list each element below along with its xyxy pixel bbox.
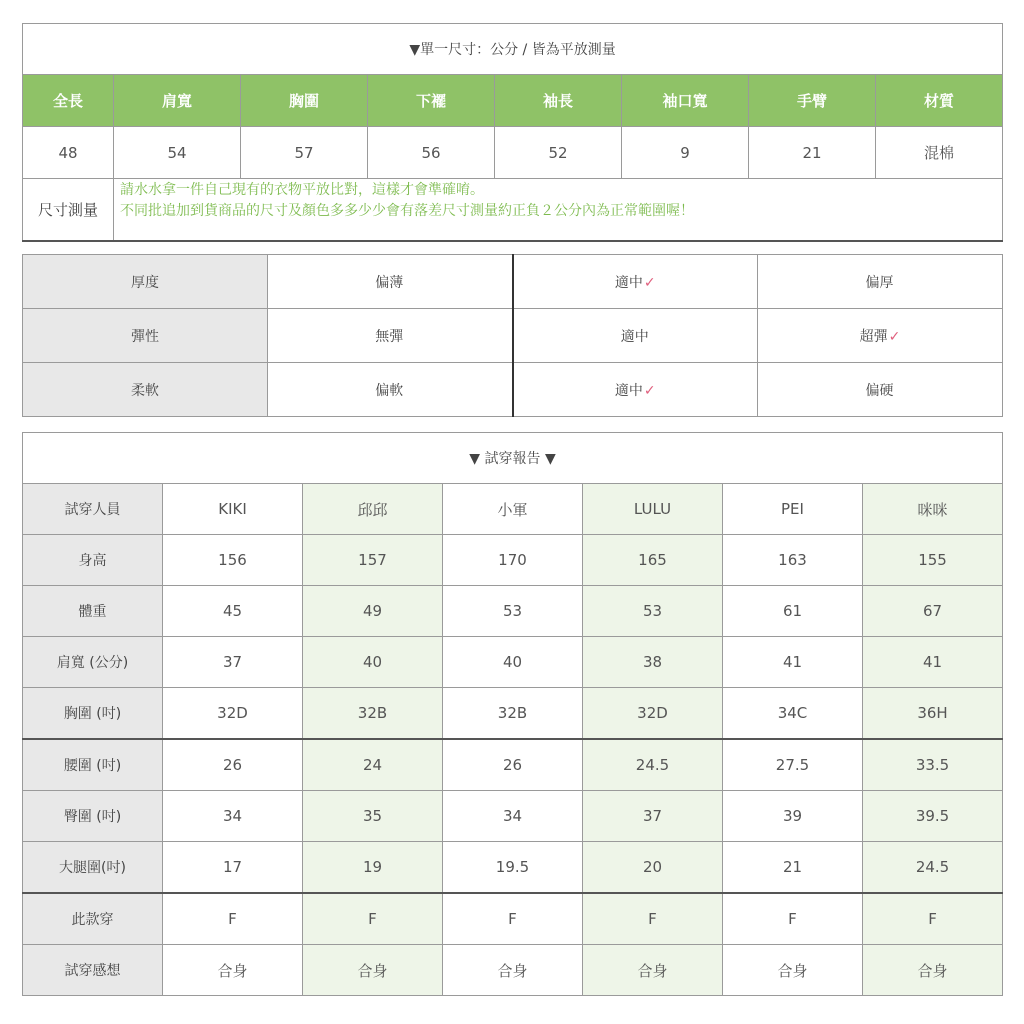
fitting-value-cell: F — [863, 893, 1003, 945]
fitting-value-cell: 157 — [303, 535, 443, 586]
feel-option: 偏軟 — [268, 363, 513, 417]
size-value-cell: 21 — [749, 127, 876, 179]
fitting-value-cell: 61 — [723, 586, 863, 637]
fitting-row — [23, 739, 1003, 791]
fitting-row-label: 試穿感想 — [23, 945, 163, 996]
fitting-value-cell: 165 — [583, 535, 723, 586]
fitting-row-label: 大腿圍(吋) — [23, 842, 163, 894]
fitting-value-cell: 45 — [163, 586, 303, 637]
measurement-note-line: 請水水拿一件自己現有的衣物平放比對，這樣才會準確唷。 — [120, 182, 484, 198]
fitting-value-cell: PEI — [723, 484, 863, 535]
fitting-value-cell: 合身 — [303, 945, 443, 996]
fitting-value-cell: 合身 — [723, 945, 863, 996]
fitting-row — [23, 484, 1003, 535]
fitting-value-cell: 37 — [163, 637, 303, 688]
check-icon: ✓ — [643, 382, 656, 399]
feel-option: 適中✓ — [513, 255, 758, 309]
fitting-row-label: 此款穿 — [23, 893, 163, 945]
fitting-value-cell: F — [303, 893, 443, 945]
fitting-value-cell: F — [443, 893, 583, 945]
size-chart-table — [22, 23, 1003, 242]
fitting-row-label: 臀圍 (吋) — [23, 791, 163, 842]
fitting-value-cell: LULU — [583, 484, 723, 535]
size-value-cell: 54 — [114, 127, 241, 179]
feel-option: 偏薄 — [268, 255, 513, 309]
fitting-value-cell: 35 — [303, 791, 443, 842]
fitting-value-cell: 20 — [583, 842, 723, 894]
size-header-cell: 肩寬 — [114, 75, 241, 127]
fitting-value-cell: 24.5 — [583, 739, 723, 791]
fitting-value-cell: 小軍 — [443, 484, 583, 535]
fitting-row-label: 試穿人員 — [23, 484, 163, 535]
size-header-cell: 下襬 — [368, 75, 495, 127]
fitting-value-cell: 170 — [443, 535, 583, 586]
size-header-cell: 全長 — [23, 75, 114, 127]
fitting-row-label: 腰圍 (吋) — [23, 739, 163, 791]
fitting-value-cell: 合身 — [583, 945, 723, 996]
fitting-value-cell: 24 — [303, 739, 443, 791]
size-header-cell: 袖口寬 — [622, 75, 749, 127]
feel-option: 超彈✓ — [758, 309, 1003, 363]
fitting-value-cell: 41 — [723, 637, 863, 688]
fitting-value-cell: 40 — [303, 637, 443, 688]
fitting-value-cell: 53 — [583, 586, 723, 637]
size-value-cell: 48 — [23, 127, 114, 179]
fitting-row — [23, 842, 1003, 894]
fitting-row — [23, 637, 1003, 688]
size-value-cell: 混棉 — [876, 127, 1003, 179]
measurement-note-label: 尺寸測量 — [23, 179, 114, 242]
fitting-value-cell: 39 — [723, 791, 863, 842]
fitting-value-cell: 53 — [443, 586, 583, 637]
fitting-value-cell: 32D — [583, 688, 723, 740]
feel-label: 柔軟 — [23, 363, 268, 417]
fitting-value-cell: 合身 — [443, 945, 583, 996]
fitting-report-table — [22, 432, 1003, 996]
fitting-value-cell: 24.5 — [863, 842, 1003, 894]
fitting-value-cell: 19 — [303, 842, 443, 894]
fitting-value-cell: F — [723, 893, 863, 945]
fitting-value-cell: 41 — [863, 637, 1003, 688]
size-header-cell: 袖長 — [495, 75, 622, 127]
fitting-value-cell: 163 — [723, 535, 863, 586]
fabric-feel-table — [22, 254, 1003, 417]
fitting-value-cell: 49 — [303, 586, 443, 637]
fitting-value-cell: 156 — [163, 535, 303, 586]
fitting-row — [23, 535, 1003, 586]
fitting-value-cell: 155 — [863, 535, 1003, 586]
size-chart-caption: ▼單一尺寸：公分 / 皆為平放測量 — [23, 24, 1003, 75]
fitting-value-cell: 40 — [443, 637, 583, 688]
fitting-value-cell: 38 — [583, 637, 723, 688]
fitting-value-cell: 26 — [163, 739, 303, 791]
size-value-cell: 9 — [622, 127, 749, 179]
measurement-note-line: 不同批追加到貨商品的尺寸及顏色多多少少會有落差尺寸測量約正負２公分內為正常範圍喔！ — [120, 203, 694, 219]
fitting-value-cell: 36H — [863, 688, 1003, 740]
fitting-value-cell: 32B — [303, 688, 443, 740]
fitting-row-label: 胸圍 (吋) — [23, 688, 163, 740]
feel-label: 彈性 — [23, 309, 268, 363]
fitting-value-cell: 咪咪 — [863, 484, 1003, 535]
fitting-row-label: 身高 — [23, 535, 163, 586]
fitting-value-cell: 26 — [443, 739, 583, 791]
size-header-cell: 材質 — [876, 75, 1003, 127]
feel-label: 厚度 — [23, 255, 268, 309]
fitting-value-cell: 邱邱 — [303, 484, 443, 535]
feel-option: 適中 — [513, 309, 758, 363]
fitting-value-cell: 39.5 — [863, 791, 1003, 842]
fitting-row — [23, 688, 1003, 740]
fitting-value-cell: 34C — [723, 688, 863, 740]
fitting-value-cell: 32D — [163, 688, 303, 740]
fitting-value-cell: 67 — [863, 586, 1003, 637]
size-value-cell: 57 — [241, 127, 368, 179]
size-value-cell: 56 — [368, 127, 495, 179]
fitting-value-cell: 21 — [723, 842, 863, 894]
fitting-report-caption: ▼ 試穿報告 ▼ — [23, 433, 1003, 484]
fitting-value-cell: 32B — [443, 688, 583, 740]
size-header-cell: 胸圍 — [241, 75, 368, 127]
fitting-row-label: 肩寬 (公分) — [23, 637, 163, 688]
fitting-value-cell: 17 — [163, 842, 303, 894]
fitting-value-cell: 34 — [163, 791, 303, 842]
fitting-value-cell: 34 — [443, 791, 583, 842]
fitting-value-cell: 27.5 — [723, 739, 863, 791]
fitting-value-cell: KIKI — [163, 484, 303, 535]
fitting-row — [23, 945, 1003, 996]
fitting-row — [23, 586, 1003, 637]
feel-option: 偏厚 — [758, 255, 1003, 309]
fitting-value-cell: 合身 — [863, 945, 1003, 996]
fitting-value-cell: 37 — [583, 791, 723, 842]
check-icon: ✓ — [643, 274, 656, 291]
size-header-cell: 手臂 — [749, 75, 876, 127]
feel-option: 適中✓ — [513, 363, 758, 417]
measurement-note — [114, 179, 1003, 242]
feel-row-thickness — [23, 255, 1003, 309]
fitting-row — [23, 791, 1003, 842]
fitting-value-cell: 33.5 — [863, 739, 1003, 791]
fitting-value-cell: F — [163, 893, 303, 945]
size-value-cell: 52 — [495, 127, 622, 179]
check-icon: ✓ — [888, 328, 901, 345]
fitting-value-cell: F — [583, 893, 723, 945]
fitting-value-cell: 合身 — [163, 945, 303, 996]
feel-row-softness — [23, 363, 1003, 417]
fitting-value-cell: 19.5 — [443, 842, 583, 894]
feel-row-elasticity — [23, 309, 1003, 363]
feel-option: 偏硬 — [758, 363, 1003, 417]
fitting-row — [23, 893, 1003, 945]
fitting-row-label: 體重 — [23, 586, 163, 637]
feel-option: 無彈 — [268, 309, 513, 363]
